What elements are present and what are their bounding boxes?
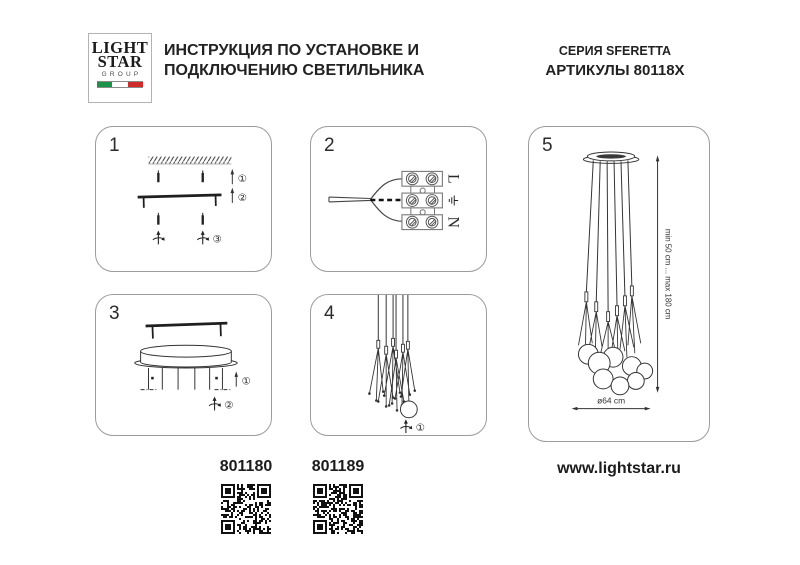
- article-number-1: 801180: [219, 458, 273, 475]
- step-panel-4: [310, 294, 487, 436]
- screwdriver-turn-icon: [153, 231, 209, 245]
- diameter-dimension-label: ø64 cm: [597, 395, 626, 406]
- wall-plugs: [158, 170, 202, 182]
- suspension-cords: [369, 295, 414, 410]
- tag-2: ②: [224, 399, 234, 412]
- step-number-3: 3: [109, 303, 120, 324]
- website-url: www.lightstar.ru: [557, 460, 681, 477]
- step-number-5: 5: [542, 135, 553, 156]
- mounting-bracket: [138, 195, 222, 208]
- earth-ground-symbol: [449, 196, 458, 206]
- step-number-1: 1: [109, 135, 120, 156]
- flag-green: [97, 82, 112, 87]
- lightstar-logo: [88, 33, 152, 103]
- step-3-diagram-canopy: [96, 295, 271, 435]
- qr-code-1: [221, 484, 271, 534]
- tag-1: ①: [237, 173, 248, 186]
- title-line-1: ИНСТРУКЦИЯ ПО УСТАНОВКЕ И: [164, 42, 420, 59]
- terminal-strip: [402, 171, 442, 229]
- logo-word-light: LIGHT: [91, 38, 149, 57]
- screwdriver-turn-icon: [400, 419, 412, 433]
- sphere-cluster: [578, 344, 652, 394]
- step-2-diagram-wiring: [311, 127, 486, 271]
- suspension-cords: [578, 160, 640, 363]
- tag-1: ①: [241, 375, 251, 388]
- article-block-2: [296, 458, 380, 534]
- tag-1: ①: [415, 422, 426, 435]
- ceiling-hatch: [148, 157, 231, 164]
- step-panel-2: [310, 126, 487, 272]
- tag-3: ③: [212, 233, 222, 246]
- italian-flag-stripe: [97, 81, 143, 88]
- ceiling-canopy: [583, 152, 638, 163]
- tag-2: ②: [237, 191, 248, 204]
- canopy-drum: [135, 345, 238, 368]
- flag-white: [112, 82, 127, 87]
- suspension-wires: [141, 368, 231, 390]
- screws: [158, 213, 202, 225]
- step-1-diagram-ceiling-bracket: [96, 127, 271, 271]
- height-dimension-label: min 50 cm ... max 180 cm: [663, 228, 673, 320]
- height-dimension: [656, 155, 660, 392]
- terminal-label-line: L: [444, 173, 462, 184]
- screwdriver-turn-icon: [209, 397, 221, 411]
- articles-code: АРТИКУЛЫ 80118X: [545, 62, 685, 79]
- terminal-label-neutral: N: [444, 216, 462, 228]
- mounting-bracket: [146, 323, 228, 339]
- step-5-diagram-final-fixture: [529, 127, 709, 441]
- logo-word-star: STAR: [97, 52, 143, 71]
- step-number-4: 4: [324, 303, 335, 324]
- arrow-step-1-1: [231, 169, 235, 184]
- article-block-1: [204, 458, 288, 534]
- flag-red: [128, 82, 143, 87]
- step-panel-3: [95, 294, 272, 436]
- page-title: [164, 41, 454, 81]
- step-panel-1: [95, 126, 272, 272]
- article-number-2: 801189: [311, 458, 365, 475]
- step-4-diagram-cord-adjust: [311, 295, 486, 435]
- glass-sphere: [400, 401, 417, 418]
- step-number-2: 2: [324, 135, 335, 156]
- logo-word-group: GROUP: [101, 71, 142, 78]
- diameter-dimension: [572, 407, 651, 411]
- series-name: СЕРИЯ SFERETTA: [558, 44, 672, 58]
- arrow-step-3-1: [234, 371, 238, 386]
- step-panel-5: [528, 126, 710, 442]
- series-info: [535, 44, 695, 79]
- title-line-2: ПОДКЛЮЧЕНИЮ СВЕТИЛЬНИКА: [164, 62, 425, 79]
- qr-code-2: [313, 484, 363, 534]
- arrow-step-1-2: [231, 188, 235, 203]
